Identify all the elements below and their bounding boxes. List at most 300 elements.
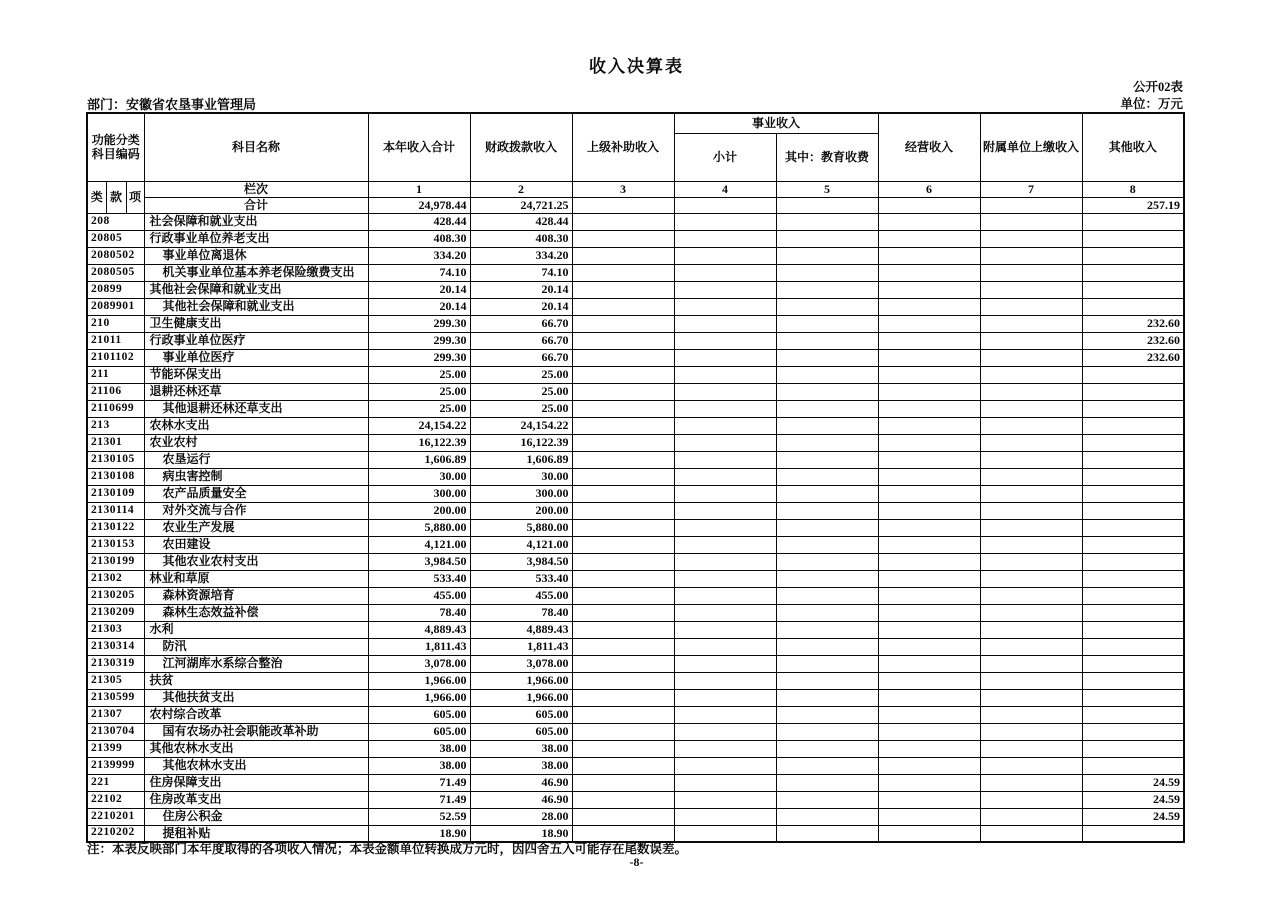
row-value-col1: 16,122.39 (368, 434, 470, 451)
row-subject-name: 其他扶贫支出 (144, 689, 368, 706)
row-subject-name: 病虫害控制 (144, 468, 368, 485)
row-value-col6 (878, 315, 980, 332)
row-subject-name: 其他农林水支出 (144, 740, 368, 757)
row-function-code: 2130114 (87, 502, 144, 519)
row-value-col1: 605.00 (368, 706, 470, 723)
income-table-body (87, 213, 1184, 842)
row-value-col4 (674, 808, 776, 825)
row-function-code: 211 (87, 366, 144, 383)
row-value-col4 (674, 723, 776, 740)
table-row (87, 740, 1184, 757)
row-value-col4 (674, 621, 776, 638)
header-subcol-lei: 类 (87, 181, 106, 213)
header-code-group-line2: 科目编码 (91, 147, 140, 162)
row-subject-name: 节能环保支出 (144, 366, 368, 383)
table-row (87, 570, 1184, 587)
row-subject-name: 事业单位医疗 (144, 349, 368, 366)
row-function-code: 2130122 (87, 519, 144, 536)
row-value-col1: 25.00 (368, 366, 470, 383)
table-row (87, 417, 1184, 434)
table-row (87, 451, 1184, 468)
row-value-col4 (674, 349, 776, 366)
row-value-col6 (878, 417, 980, 434)
row-value-col8 (1082, 264, 1184, 281)
header-col-other-income: 其他收入 (1082, 113, 1184, 181)
row-value-col5 (776, 621, 878, 638)
row-function-code: 21106 (87, 383, 144, 400)
total-value-col7 (980, 197, 1082, 213)
row-function-code: 21303 (87, 621, 144, 638)
row-subject-name: 农产品质量安全 (144, 485, 368, 502)
row-value-col5 (776, 706, 878, 723)
row-value-col4 (674, 417, 776, 434)
row-function-code: 21011 (87, 332, 144, 349)
row-value-col6 (878, 723, 980, 740)
row-value-col7 (980, 451, 1082, 468)
table-row (87, 791, 1184, 808)
row-value-col3 (572, 264, 674, 281)
table-row (87, 502, 1184, 519)
row-value-col2: 24,154.22 (470, 417, 572, 434)
row-value-col3 (572, 417, 674, 434)
row-value-col2: 30.00 (470, 468, 572, 485)
row-value-col4 (674, 791, 776, 808)
row-value-col6 (878, 383, 980, 400)
row-value-col5 (776, 740, 878, 757)
row-function-code: 21302 (87, 570, 144, 587)
row-value-col1: 300.00 (368, 485, 470, 502)
row-value-col2: 408.30 (470, 230, 572, 247)
row-value-col3 (572, 638, 674, 655)
row-value-col1: 200.00 (368, 502, 470, 519)
row-function-code: 20805 (87, 230, 144, 247)
header-col-education-fee: 其中：教育收费 (776, 133, 878, 181)
row-value-col3 (572, 485, 674, 502)
row-function-code: 21301 (87, 434, 144, 451)
row-value-col5 (776, 366, 878, 383)
row-subject-name: 对外交流与合作 (144, 502, 368, 519)
row-value-col4 (674, 434, 776, 451)
row-value-col3 (572, 298, 674, 315)
row-subject-name: 其他农林水支出 (144, 757, 368, 774)
row-subject-name: 农村综合改革 (144, 706, 368, 723)
row-subject-name: 水利 (144, 621, 368, 638)
row-value-col8 (1082, 247, 1184, 264)
column-number-3: 3 (572, 181, 674, 197)
row-value-col3 (572, 332, 674, 349)
total-value-col6 (878, 197, 980, 213)
header-subject-name: 科目名称 (144, 113, 368, 181)
row-value-col5 (776, 689, 878, 706)
row-value-col8 (1082, 536, 1184, 553)
row-value-col8: 24.59 (1082, 791, 1184, 808)
row-function-code: 2130199 (87, 553, 144, 570)
table-row (87, 587, 1184, 604)
row-value-col4 (674, 672, 776, 689)
total-value-col3 (572, 197, 674, 213)
row-value-col5 (776, 638, 878, 655)
table-row (87, 247, 1184, 264)
column-number-5: 5 (776, 181, 878, 197)
row-value-col6 (878, 808, 980, 825)
row-value-col7 (980, 791, 1082, 808)
row-value-col1: 1,606.89 (368, 451, 470, 468)
row-value-col4 (674, 587, 776, 604)
row-value-col6 (878, 638, 980, 655)
row-value-col4 (674, 383, 776, 400)
row-function-code: 20899 (87, 281, 144, 298)
total-value-col2: 24,721.25 (470, 197, 572, 213)
row-function-code: 2130599 (87, 689, 144, 706)
row-value-col3 (572, 791, 674, 808)
row-value-col8 (1082, 502, 1184, 519)
row-value-col7 (980, 298, 1082, 315)
row-value-col8: 232.60 (1082, 332, 1184, 349)
table-row (87, 638, 1184, 655)
row-value-col7 (980, 808, 1082, 825)
row-value-col1: 52.59 (368, 808, 470, 825)
table-row (87, 536, 1184, 553)
row-value-col1: 38.00 (368, 740, 470, 757)
row-value-col5 (776, 519, 878, 536)
row-value-col2: 18.90 (470, 825, 572, 842)
row-value-col5 (776, 264, 878, 281)
table-row (87, 757, 1184, 774)
row-subject-name: 扶贫 (144, 672, 368, 689)
row-value-col5 (776, 451, 878, 468)
row-value-col2: 4,121.00 (470, 536, 572, 553)
row-value-col5 (776, 349, 878, 366)
row-value-col7 (980, 366, 1082, 383)
row-value-col4 (674, 451, 776, 468)
row-value-col1: 74.10 (368, 264, 470, 281)
row-value-col5 (776, 672, 878, 689)
header-code-group-line1: 功能分类 (91, 132, 140, 147)
row-value-col4 (674, 332, 776, 349)
total-value-col5 (776, 197, 878, 213)
row-value-col4 (674, 315, 776, 332)
table-row (87, 213, 1184, 230)
row-value-col7 (980, 672, 1082, 689)
row-value-col2: 3,984.50 (470, 553, 572, 570)
row-value-col6 (878, 553, 980, 570)
row-subject-name: 提租补贴 (144, 825, 368, 842)
row-value-col2: 428.44 (470, 213, 572, 230)
row-value-col2: 1,606.89 (470, 451, 572, 468)
row-value-col2: 25.00 (470, 383, 572, 400)
row-value-col8 (1082, 655, 1184, 672)
row-subject-name: 其他农业农村支出 (144, 553, 368, 570)
row-value-col1: 1,966.00 (368, 672, 470, 689)
row-value-col8 (1082, 230, 1184, 247)
row-value-col1: 3,078.00 (368, 655, 470, 672)
row-value-col8 (1082, 519, 1184, 536)
row-value-col3 (572, 570, 674, 587)
row-value-col8 (1082, 621, 1184, 638)
row-value-col7 (980, 757, 1082, 774)
row-function-code: 22102 (87, 791, 144, 808)
row-value-col5 (776, 808, 878, 825)
footnote: 注：本表反映部门本年度取得的各项收入情况；本表金额单位转换成万元时，因四舍五入可能存在尾数误差。 (87, 842, 688, 856)
row-value-col3 (572, 553, 674, 570)
row-value-col1: 24,154.22 (368, 417, 470, 434)
row-value-col8 (1082, 587, 1184, 604)
row-function-code: 221 (87, 774, 144, 791)
row-value-col5 (776, 332, 878, 349)
row-value-col5 (776, 825, 878, 842)
row-value-col6 (878, 604, 980, 621)
row-value-col1: 20.14 (368, 298, 470, 315)
row-subject-name: 农业生产发展 (144, 519, 368, 536)
row-value-col6 (878, 400, 980, 417)
row-value-col2: 38.00 (470, 757, 572, 774)
row-function-code: 213 (87, 417, 144, 434)
row-value-col3 (572, 587, 674, 604)
header-subcol-xiang: 项 (126, 181, 144, 213)
row-value-col6 (878, 230, 980, 247)
row-value-col1: 18.90 (368, 825, 470, 842)
row-function-code: 210 (87, 315, 144, 332)
row-value-col4 (674, 298, 776, 315)
row-value-col7 (980, 774, 1082, 791)
row-value-col6 (878, 570, 980, 587)
row-value-col8: 232.60 (1082, 349, 1184, 366)
row-value-col7 (980, 536, 1082, 553)
row-value-col5 (776, 757, 878, 774)
row-subject-name: 社会保障和就业支出 (144, 213, 368, 230)
row-function-code: 2130153 (87, 536, 144, 553)
row-subject-name: 森林生态效益补偿 (144, 604, 368, 621)
row-value-col2: 605.00 (470, 706, 572, 723)
row-value-col7 (980, 332, 1082, 349)
row-value-col5 (776, 281, 878, 298)
row-value-col6 (878, 332, 980, 349)
row-function-code: 2139999 (87, 757, 144, 774)
row-value-col7 (980, 740, 1082, 757)
form-number: 公开02表 (1132, 80, 1183, 94)
row-value-col4 (674, 281, 776, 298)
row-value-col2: 20.14 (470, 298, 572, 315)
row-value-col7 (980, 485, 1082, 502)
row-subject-name: 江河湖库水系综合整治 (144, 655, 368, 672)
row-function-code: 2130314 (87, 638, 144, 655)
row-function-code: 2080502 (87, 247, 144, 264)
row-value-col3 (572, 519, 674, 536)
row-value-col4 (674, 519, 776, 536)
row-function-code: 2110699 (87, 400, 144, 417)
row-value-col7 (980, 417, 1082, 434)
row-value-col4 (674, 757, 776, 774)
page-title: 收入决算表 (589, 57, 684, 76)
row-function-code: 2130209 (87, 604, 144, 621)
header-code-group (87, 113, 144, 181)
row-value-col8 (1082, 383, 1184, 400)
row-value-col6 (878, 298, 980, 315)
row-function-code: 2130109 (87, 485, 144, 502)
row-value-col4 (674, 570, 776, 587)
row-value-col5 (776, 587, 878, 604)
table-row (87, 349, 1184, 366)
row-value-col2: 200.00 (470, 502, 572, 519)
row-value-col3 (572, 621, 674, 638)
column-number-2: 2 (470, 181, 572, 197)
table-row (87, 723, 1184, 740)
row-value-col1: 299.30 (368, 315, 470, 332)
row-value-col2: 66.70 (470, 315, 572, 332)
row-function-code: 2210201 (87, 808, 144, 825)
row-value-col3 (572, 689, 674, 706)
row-value-col8 (1082, 570, 1184, 587)
row-value-col3 (572, 383, 674, 400)
row-function-code: 21307 (87, 706, 144, 723)
row-value-col5 (776, 383, 878, 400)
row-value-col7 (980, 570, 1082, 587)
row-value-col2: 28.00 (470, 808, 572, 825)
row-value-col2: 16,122.39 (470, 434, 572, 451)
row-value-col7 (980, 689, 1082, 706)
row-function-code: 2210202 (87, 825, 144, 842)
row-subject-name: 防汛 (144, 638, 368, 655)
total-row-label: 合计 (144, 197, 368, 213)
row-value-col2: 66.70 (470, 332, 572, 349)
row-value-col3 (572, 655, 674, 672)
row-value-col2: 46.90 (470, 791, 572, 808)
row-value-col4 (674, 774, 776, 791)
row-value-col8 (1082, 672, 1184, 689)
row-subject-name: 事业单位离退休 (144, 247, 368, 264)
table-row (87, 434, 1184, 451)
row-value-col4 (674, 230, 776, 247)
row-value-col7 (980, 230, 1082, 247)
row-value-col7 (980, 519, 1082, 536)
row-value-col7 (980, 400, 1082, 417)
row-value-col5 (776, 417, 878, 434)
row-subject-name: 卫生健康支出 (144, 315, 368, 332)
table-row (87, 383, 1184, 400)
row-value-col5 (776, 400, 878, 417)
row-value-col1: 30.00 (368, 468, 470, 485)
row-value-col3 (572, 451, 674, 468)
row-value-col4 (674, 264, 776, 281)
row-value-col4 (674, 740, 776, 757)
row-subject-name: 行政事业单位养老支出 (144, 230, 368, 247)
row-value-col5 (776, 570, 878, 587)
row-value-col2: 66.70 (470, 349, 572, 366)
row-value-col2: 455.00 (470, 587, 572, 604)
row-function-code: 2130108 (87, 468, 144, 485)
row-value-col2: 20.14 (470, 281, 572, 298)
row-value-col8 (1082, 740, 1184, 757)
row-value-col6 (878, 366, 980, 383)
table-row (87, 655, 1184, 672)
row-value-col6 (878, 587, 980, 604)
row-value-col6 (878, 825, 980, 842)
row-value-col6 (878, 349, 980, 366)
row-value-col3 (572, 281, 674, 298)
row-function-code: 2130105 (87, 451, 144, 468)
row-value-col5 (776, 230, 878, 247)
row-subject-name: 行政事业单位医疗 (144, 332, 368, 349)
row-value-col4 (674, 655, 776, 672)
row-value-col7 (980, 553, 1082, 570)
row-value-col3 (572, 434, 674, 451)
row-value-col2: 5,880.00 (470, 519, 572, 536)
row-value-col8 (1082, 434, 1184, 451)
row-subject-name: 其他社会保障和就业支出 (144, 298, 368, 315)
row-value-col4 (674, 502, 776, 519)
row-value-col1: 25.00 (368, 383, 470, 400)
row-subject-name: 其他社会保障和就业支出 (144, 281, 368, 298)
row-function-code: 2089901 (87, 298, 144, 315)
row-value-col8 (1082, 485, 1184, 502)
row-value-col6 (878, 451, 980, 468)
row-value-col1: 533.40 (368, 570, 470, 587)
row-value-col2: 4,889.43 (470, 621, 572, 638)
row-value-col4 (674, 825, 776, 842)
row-value-col7 (980, 723, 1082, 740)
row-value-col5 (776, 774, 878, 791)
row-value-col5 (776, 655, 878, 672)
row-value-col7 (980, 638, 1082, 655)
row-value-col3 (572, 706, 674, 723)
row-subject-name: 退耕还林还草 (144, 383, 368, 400)
row-value-col4 (674, 213, 776, 230)
row-value-col1: 605.00 (368, 723, 470, 740)
row-value-col1: 455.00 (368, 587, 470, 604)
header-col-affiliated-remittance: 附属单位上缴收入 (980, 113, 1082, 181)
row-value-col8 (1082, 400, 1184, 417)
table-row (87, 621, 1184, 638)
row-value-col6 (878, 519, 980, 536)
row-value-col1: 5,880.00 (368, 519, 470, 536)
row-value-col8: 24.59 (1082, 774, 1184, 791)
column-number-6: 6 (878, 181, 980, 197)
column-number-1: 1 (368, 181, 470, 197)
row-value-col6 (878, 774, 980, 791)
row-value-col7 (980, 434, 1082, 451)
table-row (87, 672, 1184, 689)
row-value-col4 (674, 689, 776, 706)
table-row (87, 366, 1184, 383)
row-value-col6 (878, 536, 980, 553)
row-value-col2: 334.20 (470, 247, 572, 264)
row-value-col7 (980, 706, 1082, 723)
row-value-col5 (776, 485, 878, 502)
table-row (87, 706, 1184, 723)
row-value-col5 (776, 434, 878, 451)
table-row (87, 604, 1184, 621)
row-function-code: 208 (87, 213, 144, 230)
row-value-col1: 428.44 (368, 213, 470, 230)
row-value-col8 (1082, 604, 1184, 621)
row-value-col1: 25.00 (368, 400, 470, 417)
row-value-col6 (878, 757, 980, 774)
row-value-col7 (980, 587, 1082, 604)
row-value-col6 (878, 502, 980, 519)
row-value-col8 (1082, 468, 1184, 485)
row-value-col5 (776, 468, 878, 485)
row-value-col7 (980, 502, 1082, 519)
header-col-fiscal-appropriation: 财政拨款收入 (470, 113, 572, 181)
row-value-col4 (674, 468, 776, 485)
row-value-col4 (674, 638, 776, 655)
table-row (87, 553, 1184, 570)
row-value-col8 (1082, 638, 1184, 655)
row-value-col3 (572, 366, 674, 383)
table-row (87, 400, 1184, 417)
row-value-col3 (572, 468, 674, 485)
row-value-col8 (1082, 417, 1184, 434)
